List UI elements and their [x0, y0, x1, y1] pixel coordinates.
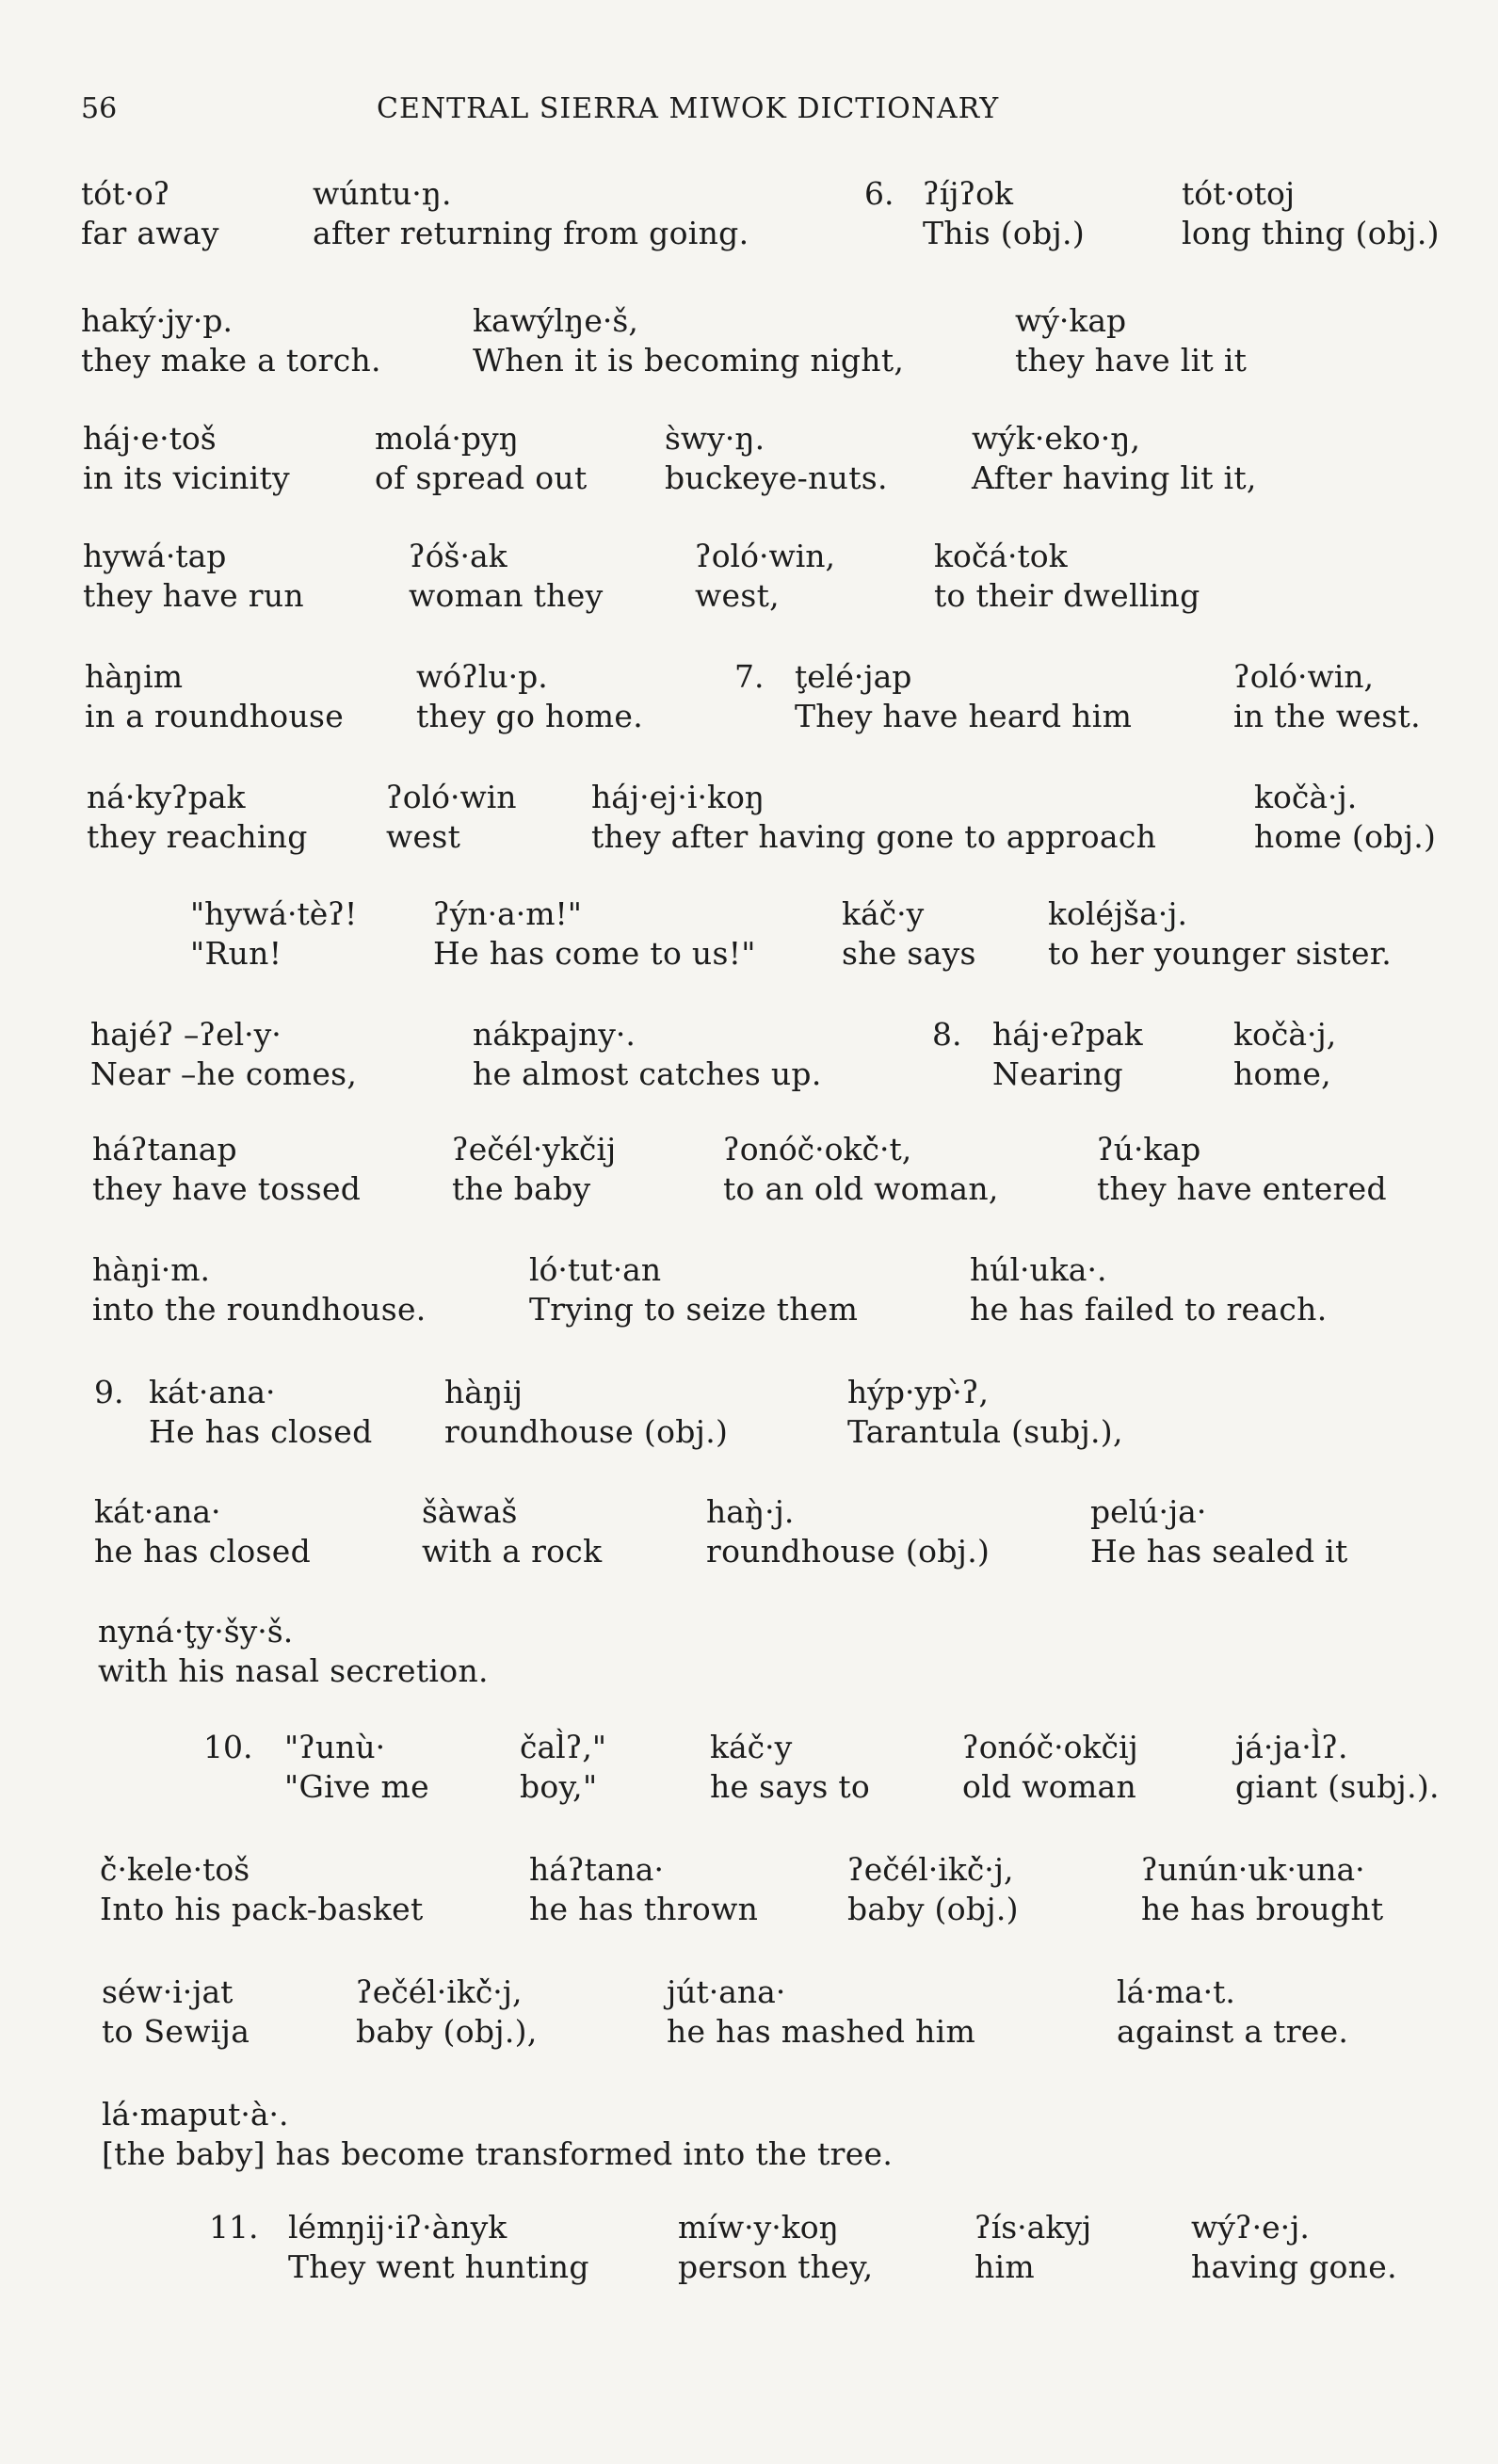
- english-gloss: he has thrown: [529, 1891, 759, 1927]
- miwok-word: s̀wy·ŋ.: [665, 420, 765, 457]
- gloss-word: [356, 1973, 538, 2052]
- miwok-word: séw·i·jat: [102, 1973, 234, 2010]
- miwok-word: hywá·tap: [83, 538, 227, 574]
- miwok-word: húl·uka·.: [970, 1251, 1107, 1288]
- english-gloss: in a roundhouse: [85, 698, 345, 734]
- miwok-word: koléjša·j.: [1048, 895, 1188, 932]
- gloss-line: [0, 1973, 1498, 2067]
- gloss-word: [847, 1373, 1123, 1452]
- english-gloss: he has brought: [1141, 1891, 1384, 1927]
- gloss-word: [923, 174, 1085, 253]
- gloss-word: [102, 2095, 893, 2174]
- miwok-word: hàŋim: [85, 658, 184, 695]
- gloss-word: [313, 174, 749, 253]
- miwok-word: kočà·j,: [1233, 1016, 1337, 1053]
- english-gloss: into the roundhouse.: [92, 1291, 427, 1328]
- gloss-word: [667, 1973, 975, 2052]
- english-gloss: to her younger sister.: [1048, 935, 1393, 972]
- sentence-number: 8.: [932, 1016, 962, 1053]
- miwok-word: wúntu·ŋ.: [313, 175, 452, 212]
- gloss-word: [520, 1728, 606, 1807]
- gloss-line: [0, 894, 1498, 989]
- running-head: CENTRAL SIERRA MIWOK DICTIONARY: [377, 92, 1000, 125]
- english-gloss: person they,: [678, 2248, 874, 2285]
- english-gloss: far away: [81, 215, 219, 251]
- gloss-word: [288, 2208, 589, 2287]
- sentence-number: 7.: [734, 658, 765, 695]
- gloss-word: [444, 1373, 728, 1452]
- english-gloss: woman they: [409, 577, 604, 614]
- miwok-word: lémŋij·iʔ·ànyk: [288, 2209, 507, 2246]
- gloss-word: [94, 1492, 311, 1571]
- page-header: [0, 92, 1498, 130]
- english-gloss: he almost catches up.: [473, 1055, 822, 1092]
- miwok-word: lá·ma·t.: [1117, 1973, 1235, 2010]
- gloss-line: [0, 778, 1498, 872]
- gloss-word: [795, 657, 1132, 736]
- gloss-word: [1048, 894, 1392, 974]
- gloss-word: [92, 1250, 427, 1329]
- gloss-word: [975, 2208, 1091, 2287]
- gloss-word: [473, 1015, 822, 1094]
- gloss-line: [0, 1728, 1498, 1822]
- gloss-word: [1191, 2208, 1397, 2287]
- gloss-line: [0, 301, 1498, 395]
- english-gloss: she says: [842, 935, 976, 972]
- gloss-word: [1015, 301, 1247, 380]
- gloss-line: [0, 1612, 1498, 1706]
- gloss-word: [591, 778, 1156, 857]
- miwok-word: nákpajny·.: [473, 1016, 636, 1053]
- english-gloss: they have lit it: [1015, 342, 1248, 378]
- miwok-word: tót·oʔ: [81, 175, 170, 212]
- miwok-word: hàŋi·m.: [92, 1251, 211, 1288]
- gloss-line: [0, 537, 1498, 631]
- english-gloss: he says to: [710, 1768, 871, 1805]
- english-gloss: baby (obj.),: [356, 2013, 538, 2050]
- gloss-word: [375, 419, 588, 498]
- english-gloss: to an old woman,: [723, 1170, 999, 1207]
- gloss-word: [842, 894, 976, 974]
- english-gloss: the baby: [452, 1170, 591, 1207]
- english-gloss: roundhouse (obj.): [444, 1413, 729, 1450]
- miwok-word: ʔoló·win,: [1233, 658, 1375, 695]
- miwok-word: wýʔ·e·j.: [1191, 2209, 1310, 2246]
- miwok-word: ʔečél·ikč̀·j,: [356, 1973, 523, 2010]
- miwok-word: ʔonóč·okč̀·t,: [723, 1131, 912, 1168]
- gloss-word: [970, 1250, 1328, 1329]
- gloss-word: [529, 1850, 758, 1929]
- gloss-word: [1182, 174, 1440, 253]
- sentence-number: 11.: [209, 2209, 259, 2246]
- english-gloss: they make a torch.: [81, 342, 381, 378]
- english-gloss: Near –he comes,: [90, 1055, 358, 1092]
- miwok-word: hýp·yp·̀ʔ,: [847, 1374, 989, 1410]
- miwok-word: háj·e·toš: [83, 420, 217, 457]
- miwok-word: šàwaš: [422, 1493, 518, 1530]
- gloss-word: [934, 537, 1200, 616]
- miwok-word: jút·ana·: [667, 1973, 786, 2010]
- english-gloss: They went hunting: [288, 2248, 589, 2285]
- miwok-word: ʔóš·ak: [409, 538, 507, 574]
- sentence-number: 9.: [94, 1374, 124, 1410]
- miwok-word: haŋ̀·j.: [706, 1493, 795, 1530]
- gloss-word: [98, 1612, 489, 1691]
- miwok-word: ʔú·kap: [1097, 1131, 1201, 1168]
- gloss-word: [1254, 778, 1436, 857]
- miwok-word: ʔoló·win: [386, 779, 517, 815]
- sentence-number: 6.: [864, 175, 894, 212]
- english-gloss: he has mashed him: [667, 2013, 976, 2050]
- gloss-word: [1235, 1728, 1440, 1807]
- gloss-line: [0, 2095, 1498, 2189]
- english-gloss: He has come to us!": [433, 935, 756, 972]
- gloss-line: [0, 174, 1498, 268]
- english-gloss: in the west.: [1233, 698, 1421, 734]
- english-gloss: "Give me: [284, 1768, 429, 1805]
- gloss-word: [409, 537, 604, 616]
- gloss-word: [284, 1728, 429, 1807]
- english-gloss: they have tossed: [92, 1170, 362, 1207]
- english-gloss: against a tree.: [1117, 2013, 1349, 2050]
- english-gloss: He has sealed it: [1090, 1533, 1348, 1570]
- english-gloss: Into his pack-basket: [100, 1891, 424, 1927]
- gloss-line: [0, 1130, 1498, 1224]
- miwok-word: wý·kap: [1015, 302, 1127, 339]
- miwok-word: nyná·ţy·šy·š.: [98, 1613, 294, 1650]
- miwok-word: ţelé·jap: [795, 658, 912, 695]
- miwok-word: káč·y: [710, 1729, 793, 1765]
- english-gloss: with a rock: [422, 1533, 603, 1570]
- english-gloss: [the baby] has become transformed into the tree.: [102, 2135, 894, 2172]
- gloss-line: [0, 1850, 1498, 1944]
- gloss-word: [83, 537, 304, 616]
- english-gloss: they have run: [83, 577, 304, 614]
- gloss-word: [149, 1373, 373, 1452]
- gloss-word: [695, 537, 835, 616]
- miwok-word: kawýlŋe·š,: [473, 302, 638, 339]
- miwok-word: wóʔlu·p.: [416, 658, 548, 695]
- gloss-word: [723, 1130, 999, 1209]
- english-gloss: with his nasal secretion.: [98, 1652, 489, 1689]
- gloss-word: [473, 301, 904, 380]
- miwok-word: "ʔunù·: [284, 1729, 386, 1765]
- gloss-word: [422, 1492, 602, 1571]
- miwok-word: kočà·j.: [1254, 779, 1358, 815]
- gloss-word: [710, 1728, 870, 1807]
- miwok-word: tót·otoj: [1182, 175, 1296, 212]
- page-number: 56: [81, 92, 118, 125]
- english-gloss: Nearing: [992, 1055, 1123, 1092]
- gloss-line: [0, 1373, 1498, 1467]
- english-gloss: When it is becoming night,: [473, 342, 905, 378]
- gloss-word: [433, 894, 756, 974]
- gloss-word: [90, 1015, 357, 1094]
- gloss-word: [1117, 1973, 1348, 2052]
- english-gloss: they reaching: [87, 818, 308, 855]
- gloss-word: [1141, 1850, 1384, 1929]
- miwok-word: ʔečél·ikč̀·j,: [847, 1851, 1014, 1888]
- gloss-line: [0, 1492, 1498, 1586]
- miwok-word: kočá·tok: [934, 538, 1068, 574]
- miwok-word: haký·jy·p.: [81, 302, 234, 339]
- gloss-word: [992, 1015, 1143, 1094]
- gloss-word: [847, 1850, 1019, 1929]
- miwok-word: míw·y·koŋ: [678, 2209, 839, 2246]
- english-gloss: long thing (obj.): [1182, 215, 1440, 251]
- english-gloss: baby (obj.): [847, 1891, 1019, 1927]
- english-gloss: They have heard him: [795, 698, 1133, 734]
- gloss-word: [83, 419, 290, 498]
- gloss-word: [92, 1130, 361, 1209]
- miwok-word: já·ja·l̀ʔ.: [1235, 1729, 1348, 1765]
- miwok-word: ná·kyʔpak: [87, 779, 246, 815]
- miwok-word: ʔýn·a·m!": [433, 895, 582, 932]
- english-gloss: him: [975, 2248, 1035, 2285]
- gloss-word: [1233, 1015, 1336, 1094]
- english-gloss: he has closed: [94, 1533, 312, 1570]
- gloss-word: [1090, 1492, 1348, 1571]
- gloss-word: [81, 301, 381, 380]
- gloss-word: [102, 1973, 250, 2052]
- english-gloss: west,: [695, 577, 780, 614]
- gloss-word: [100, 1850, 424, 1929]
- english-gloss: "Run!: [190, 935, 282, 972]
- english-gloss: After having lit it,: [972, 459, 1257, 496]
- gloss-word: [416, 657, 643, 736]
- english-gloss: buckeye-nuts.: [665, 459, 888, 496]
- english-gloss: he has failed to reach.: [970, 1291, 1328, 1328]
- miwok-word: kát·ana·: [94, 1493, 221, 1530]
- gloss-word: [190, 894, 357, 974]
- gloss-word: [386, 778, 517, 857]
- miwok-word: hajéʔ –ʔel·y·: [90, 1016, 282, 1053]
- english-gloss: having gone.: [1191, 2248, 1397, 2285]
- english-gloss: after returning from going.: [313, 215, 749, 251]
- miwok-word: hàŋij: [444, 1374, 523, 1410]
- gloss-word: [962, 1728, 1138, 1807]
- gloss-word: [87, 778, 308, 857]
- english-gloss: This (obj.): [923, 215, 1086, 251]
- english-gloss: they go home.: [416, 698, 643, 734]
- english-gloss: to Sewija: [102, 2013, 250, 2050]
- english-gloss: of spread out: [375, 459, 588, 496]
- gloss-word: [85, 657, 344, 736]
- gloss-word: [529, 1250, 858, 1329]
- english-gloss: Tarantula (subj.),: [847, 1413, 1123, 1450]
- miwok-word: kát·ana·: [149, 1374, 276, 1410]
- miwok-word: wýk·eko·ŋ,: [972, 420, 1141, 457]
- gloss-word: [972, 419, 1257, 498]
- gloss-word: [678, 2208, 873, 2287]
- miwok-word: háʔtanap: [92, 1131, 237, 1168]
- gloss-line: [0, 657, 1498, 751]
- english-gloss: boy,": [520, 1768, 598, 1805]
- english-gloss: old woman: [962, 1768, 1137, 1805]
- english-gloss: they have entered: [1097, 1170, 1387, 1207]
- miwok-word: ʔíjʔok: [923, 175, 1014, 212]
- english-gloss: Trying to seize them: [529, 1291, 859, 1328]
- english-gloss: to their dwelling: [934, 577, 1200, 614]
- gloss-word: [706, 1492, 990, 1571]
- miwok-word: háj·eʔpak: [992, 1016, 1143, 1053]
- english-gloss: giant (subj.).: [1235, 1768, 1440, 1805]
- gloss-word: [452, 1130, 616, 1209]
- english-gloss: He has closed: [149, 1413, 373, 1450]
- gloss-line: [0, 1250, 1498, 1345]
- miwok-word: ʔoló·win,: [695, 538, 836, 574]
- gloss-line: [0, 419, 1498, 513]
- miwok-word: ló·tut·an: [529, 1251, 662, 1288]
- miwok-word: pelú·ja·: [1090, 1493, 1207, 1530]
- miwok-word: č̀·kele·toš: [100, 1851, 250, 1888]
- miwok-word: čal̀ʔ,": [520, 1729, 607, 1765]
- english-gloss: they after having gone to approach: [591, 818, 1157, 855]
- miwok-word: káč·y: [842, 895, 925, 932]
- english-gloss: roundhouse (obj.): [706, 1533, 991, 1570]
- gloss-line: [0, 2208, 1498, 2302]
- english-gloss: home,: [1233, 1055, 1331, 1092]
- miwok-word: ʔečél·ykčij: [452, 1131, 617, 1168]
- english-gloss: west: [386, 818, 461, 855]
- miwok-word: ʔunún·uk·una·: [1141, 1851, 1365, 1888]
- miwok-word: ʔís·akyj: [975, 2209, 1092, 2246]
- miwok-word: háj·ej·i·koŋ: [591, 779, 765, 815]
- gloss-word: [1097, 1130, 1387, 1209]
- gloss-word: [665, 419, 888, 498]
- gloss-word: [1233, 657, 1421, 736]
- miwok-word: lá·maput·à·.: [102, 2096, 289, 2133]
- gloss-line: [0, 1015, 1498, 1109]
- miwok-word: ʔonóč·okčij: [962, 1729, 1138, 1765]
- sentence-number: 10.: [203, 1729, 253, 1765]
- english-gloss: in its vicinity: [83, 459, 290, 496]
- miwok-word: háʔtana·: [529, 1851, 664, 1888]
- gloss-word: [81, 174, 219, 253]
- miwok-word: molá·pyŋ: [375, 420, 519, 457]
- miwok-word: "hywá·tèʔ!: [190, 895, 358, 932]
- english-gloss: home (obj.): [1254, 818, 1437, 855]
